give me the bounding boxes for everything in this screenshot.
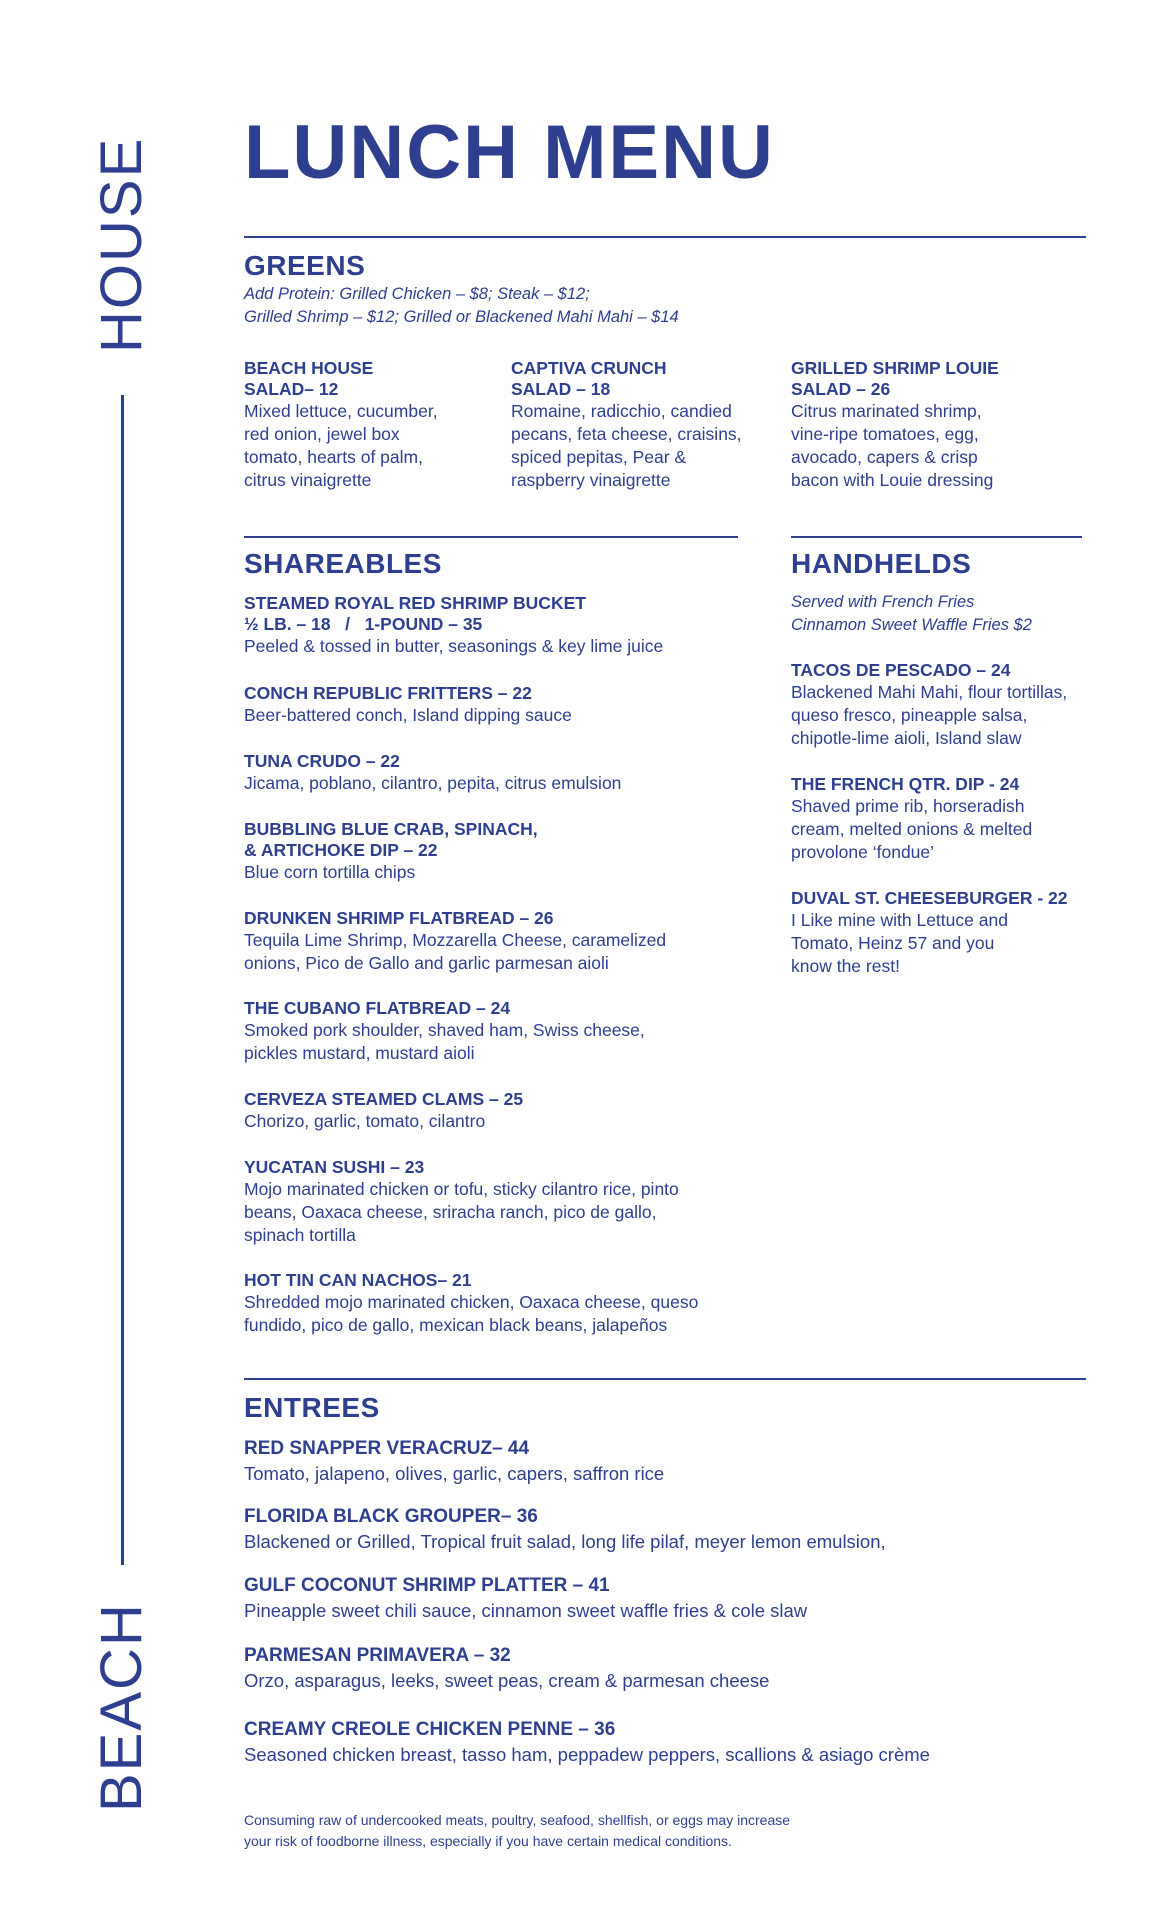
item-desc-line: pickles mustard, mustard aioli — [244, 1043, 475, 1063]
item-description — [244, 861, 764, 884]
entrees-item — [244, 1437, 1084, 1486]
item-description — [244, 1019, 764, 1065]
shareables-item — [244, 908, 764, 975]
greens-item — [511, 358, 781, 492]
entrees-item — [244, 1644, 1084, 1693]
side-brand — [89, 125, 154, 1825]
shareables-divider — [244, 536, 738, 538]
item-name-line: TACOS DE PESCADO – 24 — [791, 660, 1011, 680]
item-name: GULF COCONUT SHRIMP PLATTER – 41 — [244, 1575, 610, 1596]
item-description: Tomato, jalapeno, olives, garlic, capers, saffron rice — [244, 1463, 665, 1484]
item-desc-line: chipotle-lime aioli, Island slaw — [791, 728, 1022, 748]
item-name — [244, 683, 764, 704]
item-desc-line: Romaine, radicchio, candied — [511, 401, 732, 421]
item-desc-line: Smoked pork shoulder, shaved ham, Swiss cheese, — [244, 1020, 645, 1040]
item-desc-line: Tequila Lime Shrimp, Mozzarella Cheese, caramelized — [244, 930, 667, 950]
item-desc-line: raspberry vinaigrette — [511, 470, 671, 490]
item-desc-line: tomato, hearts of palm, — [244, 447, 423, 467]
item-desc-line: avocado, capers & crisp — [791, 447, 978, 467]
greens-note-line: Add Protein: Grilled Chicken – $8; Steak – $12; — [244, 285, 590, 303]
item-name-line: CERVEZA STEAMED CLAMS – 25 — [244, 1089, 524, 1109]
entrees-item — [244, 1574, 1084, 1623]
item-name — [244, 908, 764, 929]
item-description: Seasoned chicken breast, tasso ham, peppadew peppers, scallions & asiago crème — [244, 1744, 930, 1765]
item-desc-line: Peeled & tossed in butter, seasonings & key lime juice — [244, 636, 664, 656]
handhelds-item — [791, 774, 1091, 864]
item-name — [791, 660, 1091, 681]
item-desc-line: cream, melted onions & melted — [791, 819, 1033, 839]
handhelds-item — [791, 660, 1091, 750]
item-description — [791, 681, 1091, 750]
item-description — [244, 704, 764, 727]
page-title: LUNCH MENU — [244, 110, 775, 195]
item-desc-line: provolone ‘fondue’ — [791, 842, 935, 862]
greens-protein-note — [244, 283, 679, 329]
handhelds-note — [791, 591, 1032, 637]
handhelds-title: HANDHELDS — [791, 548, 972, 579]
handhelds-note-line: Served with French Fries — [791, 593, 975, 611]
item-desc-line: Beer-battered conch, Island dipping sauce — [244, 705, 572, 725]
item-name-line: DUVAL ST. CHEESEBURGER - 22 — [791, 888, 1068, 908]
item-description — [244, 1291, 764, 1337]
greens-note-line: Grilled Shrimp – $12; Grilled or Blackened Mahi Mahi – $14 — [244, 308, 679, 326]
item-desc-line: Mixed lettuce, cucumber, — [244, 401, 438, 421]
item-desc-line: Mojo marinated chicken or tofu, sticky cilantro rice, pinto — [244, 1179, 679, 1199]
item-name-line: GRILLED SHRIMP LOUIE — [791, 358, 999, 378]
entrees-item — [244, 1505, 1084, 1554]
item-name-line: STEAMED ROYAL RED SHRIMP BUCKET — [244, 593, 586, 613]
item-desc-line: spinach tortilla — [244, 1225, 356, 1245]
greens-title: GREENS — [244, 250, 366, 281]
item-name-line: THE CUBANO FLATBREAD – 24 — [244, 998, 511, 1018]
shareables-item — [244, 751, 764, 795]
item-name — [791, 358, 1081, 400]
item-desc-line: know the rest! — [791, 956, 900, 976]
item-desc-line: Blackened Mahi Mahi, flour tortillas, — [791, 682, 1068, 702]
item-name — [244, 819, 764, 861]
item-desc-line: Chorizo, garlic, tomato, cilantro — [244, 1111, 486, 1131]
shareables-item — [244, 998, 764, 1065]
item-desc-line: beans, Oaxaca cheese, sriracha ranch, pico de gallo, — [244, 1202, 657, 1222]
item-name — [244, 1157, 764, 1178]
item-description: Blackened or Grilled, Tropical fruit salad, long life pilaf, meyer lemon emulsion, — [244, 1531, 886, 1552]
item-desc-line: queso fresco, pineapple salsa, — [791, 705, 1028, 725]
item-desc-line: red onion, jewel box — [244, 424, 400, 444]
shareables-title: SHAREABLES — [244, 548, 442, 579]
item-name-line: SALAD – 26 — [791, 379, 891, 399]
item-desc-line: vine-ripe tomatoes, egg, — [791, 424, 979, 444]
item-name-line: ½ LB. – 18 / 1-POUND – 35 — [244, 614, 483, 634]
item-name: CREAMY CREOLE CHICKEN PENNE – 36 — [244, 1719, 616, 1740]
item-name-line: TUNA CRUDO – 22 — [244, 751, 400, 771]
item-name-line: BEACH HOUSE — [244, 358, 374, 378]
item-name — [244, 751, 764, 772]
item-name-line: CONCH REPUBLIC FRITTERS – 22 — [244, 683, 532, 703]
item-name-line: & ARTICHOKE DIP – 22 — [244, 840, 438, 860]
side-word-beach: BEACH — [89, 1602, 154, 1813]
item-name — [791, 774, 1091, 795]
shareables-item — [244, 1270, 764, 1337]
item-name — [791, 888, 1091, 909]
item-desc-line: Citrus marinated shrimp, — [791, 401, 982, 421]
item-name-line: BUBBLING BLUE CRAB, SPINACH, — [244, 819, 538, 839]
item-desc-line: spiced pepitas, Pear & — [511, 447, 687, 467]
item-name — [244, 1270, 764, 1291]
item-desc-line: onions, Pico de Gallo and garlic parmesan aioli — [244, 953, 609, 973]
item-desc-line: pecans, feta cheese, craisins, — [511, 424, 742, 444]
item-name — [244, 998, 764, 1019]
item-description — [244, 1178, 764, 1247]
item-name-line: HOT TIN CAN NACHOS– 21 — [244, 1270, 472, 1290]
item-name-line: CAPTIVA CRUNCH — [511, 358, 667, 378]
side-vertical-line — [121, 395, 124, 1565]
side-word-house: HOUSE — [89, 136, 154, 354]
disclaimer-line: your risk of foodborne illness, especially if you have certain medical conditions. — [244, 1833, 732, 1849]
item-name: PARMESAN PRIMAVERA – 32 — [244, 1645, 511, 1666]
item-description — [244, 1110, 764, 1133]
item-description — [791, 795, 1091, 864]
item-name: RED SNAPPER VERACRUZ– 44 — [244, 1438, 530, 1459]
item-name-line: DRUNKEN SHRIMP FLATBREAD – 26 — [244, 908, 554, 928]
shareables-item — [244, 593, 764, 658]
item-description: Pineapple sweet chili sauce, cinnamon sweet waffle fries & cole slaw — [244, 1600, 808, 1621]
item-name — [244, 593, 764, 635]
item-desc-line: I Like mine with Lettuce and — [791, 910, 1008, 930]
shareables-item — [244, 1089, 764, 1133]
item-description — [791, 400, 1081, 492]
item-desc-line: Blue corn tortilla chips — [244, 862, 416, 882]
item-description — [244, 400, 494, 492]
greens-divider — [244, 236, 1086, 238]
disclaimer-line: Consuming raw of undercooked meats, poultry, seafood, shellfish, or eggs may increase — [244, 1812, 791, 1828]
item-name-line: SALAD – 18 — [511, 379, 611, 399]
shareables-item — [244, 1157, 764, 1247]
greens-item — [791, 358, 1081, 492]
item-name: FLORIDA BLACK GROUPER– 36 — [244, 1506, 538, 1527]
item-description: Orzo, asparagus, leeks, sweet peas, cream & parmesan cheese — [244, 1670, 770, 1691]
entrees-item — [244, 1718, 1084, 1767]
handhelds-note-line: Cinnamon Sweet Waffle Fries $2 — [791, 616, 1032, 634]
item-desc-line: Shaved prime rib, horseradish — [791, 796, 1025, 816]
item-desc-line: citrus vinaigrette — [244, 470, 372, 490]
entrees-title: ENTREES — [244, 1392, 380, 1423]
item-name-line: YUCATAN SUSHI – 23 — [244, 1157, 425, 1177]
item-name — [511, 358, 781, 400]
shareables-item — [244, 819, 764, 884]
item-desc-line: Jicama, poblano, cilantro, pepita, citrus emulsion — [244, 773, 622, 793]
item-description — [244, 635, 764, 658]
handhelds-divider — [791, 536, 1082, 538]
item-name — [244, 1089, 764, 1110]
shareables-item — [244, 683, 764, 727]
food-safety-disclaimer — [244, 1810, 790, 1852]
item-description — [791, 909, 1091, 978]
item-name-line: THE FRENCH QTR. DIP - 24 — [791, 774, 1020, 794]
item-name-line: SALAD– 12 — [244, 379, 339, 399]
handhelds-item — [791, 888, 1091, 978]
item-desc-line: Tomato, Heinz 57 and you — [791, 933, 995, 953]
greens-item — [244, 358, 494, 492]
item-desc-line: bacon with Louie dressing — [791, 470, 994, 490]
item-description — [244, 929, 764, 975]
item-desc-line: fundido, pico de gallo, mexican black beans, jalapeños — [244, 1315, 668, 1335]
item-desc-line: Shredded mojo marinated chicken, Oaxaca cheese, queso — [244, 1292, 699, 1312]
item-name — [244, 358, 494, 400]
entrees-divider — [244, 1378, 1086, 1380]
item-description — [244, 772, 764, 795]
item-description — [511, 400, 781, 492]
